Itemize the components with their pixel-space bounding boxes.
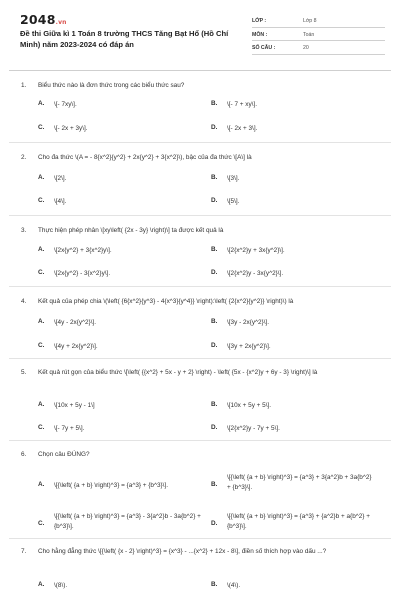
option-text: \[4\].: [54, 198, 67, 205]
question-text: Cho hằng đẳng thức \[{\left( {x - 2} \right)^3} = {x^3} - ...{x^2} + 12x - 8\], điền số thích hợp vào dấu ...?: [38, 548, 327, 555]
option-label: C.: [38, 424, 45, 431]
meta-key: MÔN :: [252, 31, 268, 38]
header: [20, 10, 385, 60]
option-label: B.: [211, 401, 218, 408]
question-number: 2.: [21, 154, 27, 161]
option-label: D.: [211, 197, 218, 204]
option-text: \[3y - 2x{y^2}\].: [227, 319, 270, 326]
option-label: C.: [38, 342, 45, 349]
question-separator: [9, 440, 391, 441]
option-text: \[2{x^2}y + 3x{y^2}\].: [227, 247, 285, 254]
exam-title: Đề thi Giữa kì 1 Toán 8 trường THCS Tăng Bạt Hổ (Hồ Chí Minh) năm 2023-2024 có đáp án: [20, 29, 229, 49]
question-separator: [9, 358, 391, 359]
option-label: A.: [38, 401, 45, 408]
option-label: B.: [211, 318, 218, 325]
option-text: \[3y + 2x{y^2}\].: [227, 343, 271, 350]
option-label: B.: [211, 481, 218, 488]
option-label: B.: [211, 174, 218, 181]
meta-value: Lớp 8: [303, 18, 317, 24]
meta-key: LỚP :: [252, 18, 267, 24]
meta-row-class: [252, 14, 385, 28]
option-label: B.: [211, 246, 218, 253]
option-text: \[2\].: [54, 175, 67, 182]
option-text: \[3\].: [227, 175, 240, 182]
question-text: Biểu thức nào là đơn thức trong các biểu thức sau?: [38, 82, 185, 89]
logo-main-text: 2048: [20, 12, 56, 27]
meta-value: 20: [303, 45, 309, 51]
option-label: A.: [38, 174, 45, 181]
option-text: \[{\left( {a + b} \right)^3} = {a^3} - 3{a^2}b - 3a{b^2} + {b^3}\].: [54, 513, 201, 530]
option-label: A.: [38, 581, 45, 588]
question-separator: [9, 142, 391, 143]
option-text: \[4y + 2x{y^2}\].: [54, 343, 98, 350]
option-text: \[4y - 2x{y^2}\].: [54, 319, 97, 326]
question-separator: [9, 215, 391, 216]
option-label: C.: [38, 124, 45, 131]
option-text: \(4\).: [227, 582, 241, 589]
header-divider: [9, 70, 391, 71]
question-text: Thực hiện phép nhân \[xy\left( {2x - 3y} \right)\] ta được kết quả là: [38, 227, 224, 234]
meta-key: SỐ CÂU :: [252, 45, 276, 51]
option-label: D.: [211, 342, 218, 349]
option-text: \[5\].: [227, 198, 240, 205]
option-label: D.: [211, 424, 218, 431]
option-label: A.: [38, 100, 45, 107]
meta-value: Toán: [303, 31, 315, 38]
option-text: \[2{x^2}y - 7y + 5\].: [227, 425, 280, 432]
option-text: \[{\left( {a + b} \right)^3} = {a^3} + 3{a^2}b + 3a{b^2} + {b^3}\].: [227, 474, 372, 491]
option-text: \[{\left( {a + b} \right)^3} = {a^3} + {b^3}\].: [54, 482, 168, 489]
option-label: C.: [38, 520, 45, 527]
option-text: \[- 2x + 3y\].: [54, 125, 88, 132]
question-separator: [9, 286, 391, 287]
logo-suffix-text: .vn: [55, 19, 67, 26]
option-text: \[- 7xy\].: [54, 101, 77, 108]
option-label: A.: [38, 246, 45, 253]
option-label: C.: [38, 269, 45, 276]
site-logo[interactable]: [20, 12, 67, 27]
option-text: \[10x + 5y - 1\]: [54, 402, 95, 409]
option-text: \[2x{y^2} - 3{x^2}y\].: [54, 270, 111, 277]
option-text: \[2{x^2}y - 3x{y^2}\].: [227, 270, 284, 277]
option-label: A.: [38, 318, 45, 325]
option-label: D.: [211, 124, 218, 131]
option-label: D.: [211, 269, 218, 276]
option-label: D.: [211, 520, 218, 527]
question-number: 7.: [21, 548, 27, 555]
question-text: Kết quả của phép chia \(\left( {6{x^2}{y^3} - 4{x^3}{y^4}} \right):\left( {2{x^2}{y^2}} \right)\) là: [38, 298, 294, 305]
option-text: \[- 7y + 5\].: [54, 425, 85, 432]
option-text: \(8\).: [54, 582, 68, 589]
question-number: 6.: [21, 451, 27, 458]
question-text: Chọn câu ĐÚNG?: [38, 451, 90, 458]
question-text: Kết quả rút gọn của biểu thức \[\left( {{x^2} + 5x - y + 2} \right) - \left( {5x - {x^2}y + 6y - 3} \right)\] là: [38, 369, 318, 376]
question-number: 5.: [21, 369, 27, 376]
question-number: 3.: [21, 227, 27, 234]
option-text: \[2x{y^2} + 3{x^2}y\].: [54, 247, 112, 254]
question-separator: [9, 538, 391, 539]
option-text: \[10x + 5y + 5\].: [227, 402, 272, 409]
option-text: \[{\left( {a + b} \right)^3} = {a^3} + {a^2}b + a{b^2} + {b^3}\].: [227, 513, 370, 530]
option-label: B.: [211, 581, 218, 588]
exam-meta-table: [252, 14, 385, 55]
option-label: A.: [38, 481, 45, 488]
question-number: 4.: [21, 298, 27, 305]
meta-row-subject: [252, 28, 385, 42]
question-text: Cho đa thức \(A = - 8{x^2}{y^2} + 2x{y^2} + 3{x^2}\), bậc của đa thức \[A\] là: [38, 154, 252, 161]
option-label: B.: [211, 100, 218, 107]
question-number: 1.: [21, 82, 27, 89]
option-text: \[- 2x + 3\].: [227, 125, 258, 132]
meta-row-question-count: [252, 41, 385, 55]
option-label: C.: [38, 197, 45, 204]
option-text: \[- 7 + xy\].: [227, 101, 258, 108]
